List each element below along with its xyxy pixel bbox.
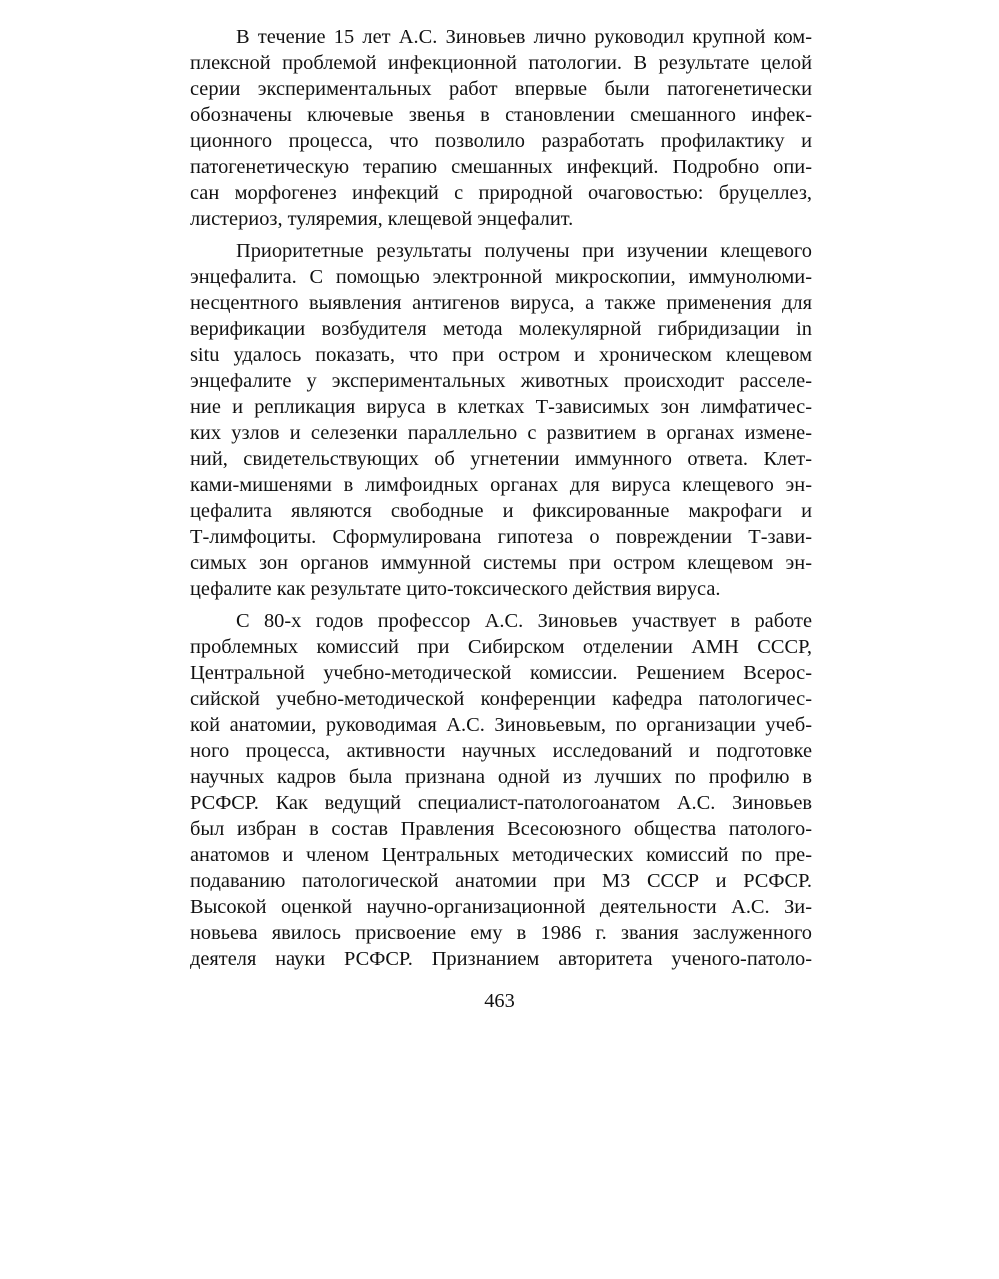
paragraph <box>190 608 812 972</box>
text-line: цефалита являются свободные и фиксированные макрофаги и <box>190 500 812 522</box>
text-line: обозначены ключевые звенья в становлении смешанного инфек- <box>190 104 812 126</box>
text-line: верификации возбудителя метода молекулярной гибридизации in <box>190 318 812 340</box>
text-line: ками-мишенями в лимфоидных органах для вируса клещевого эн- <box>190 474 812 496</box>
text-line: энцефалите у экспериментальных животных происходит расселе- <box>190 370 812 392</box>
page-body <box>190 24 812 972</box>
text-line: листериоз, туляремия, клещевой энцефалит. <box>190 208 574 230</box>
text-line: Центральной учебно-методической комиссии. Решением Всерос- <box>190 662 812 684</box>
text-line: сийской учебно-методической конференции кафедра патологичес- <box>190 688 812 710</box>
text-line: несцентного выявления антигенов вируса, а также применения для <box>190 292 812 314</box>
text-line: Т-лимфоциты. Сформулирована гипотеза о повреждении Т-зави- <box>190 526 812 548</box>
text-line: был избран в состав Правления Всесоюзного общества патолого- <box>190 818 812 840</box>
text-line: проблемных комиссий при Сибирском отделении АМН СССР, <box>190 636 812 658</box>
paragraph <box>190 238 812 602</box>
text-line: подаванию патологической анатомии при МЗ СССР и РСФСР. <box>190 870 812 892</box>
text-line: situ удалось показать, что при остром и хроническом клещевом <box>190 344 812 366</box>
text-line: плексной проблемой инфекционной патологии. В результате целой <box>190 52 812 74</box>
text-line: научных кадров была признана одной из лучших по профилю в <box>190 766 812 788</box>
text-line: РСФСР. Как ведущий специалист-патологоанатом А.С. Зиновьев <box>190 792 812 814</box>
text-line: цефалите как результате цито-токсического действия вируса. <box>190 578 721 600</box>
text-line: ний, свидетельствующих об угнетении иммунного ответа. Клет- <box>190 448 812 470</box>
text-line: симых зон органов иммунной системы при остром клещевом эн- <box>190 552 812 574</box>
text-line: сан морфогенез инфекций с природной очаговостью: бруцеллез, <box>190 182 812 204</box>
text-line: Высокой оценкой научно-организационной деятельности А.С. Зи- <box>190 896 812 918</box>
paragraph <box>190 24 812 232</box>
text-line: ционного процесса, что позволило разработать профилактику и <box>190 130 812 152</box>
text-line: С 80-х годов профессор А.С. Зиновьев участвует в работе <box>236 610 812 632</box>
text-line: деятеля науки РСФСР. Признанием авторитета ученого-патоло- <box>190 948 812 970</box>
text-line: новьева явилось присвоение ему в 1986 г. звания заслуженного <box>190 922 812 944</box>
text-line: ного процесса, активности научных исследований и подготовке <box>190 740 812 762</box>
text-line: энцефалита. С помощью электронной микроскопии, иммунолюми- <box>190 266 812 288</box>
page-number: 463 <box>484 990 515 1012</box>
text-line: кой анатомии, руководимая А.С. Зиновьевым, по организации учеб- <box>190 714 812 736</box>
text-line: серии экспериментальных работ впервые были патогенетически <box>190 78 812 100</box>
text-line: В течение 15 лет А.С. Зиновьев лично руководил крупной ком- <box>236 26 812 48</box>
text-line: ние и репликация вируса в клетках Т-зависимых зон лимфатичес- <box>190 396 812 418</box>
text-line: ких узлов и селезенки параллельно с развитием в органах измене- <box>190 422 812 444</box>
text-line: патогенетическую терапию смешанных инфекций. Подробно опи- <box>190 156 812 178</box>
text-line: анатомов и членом Центральных методических комиссий по пре- <box>190 844 812 866</box>
text-line: Приоритетные результаты получены при изучении клещевого <box>236 240 812 262</box>
